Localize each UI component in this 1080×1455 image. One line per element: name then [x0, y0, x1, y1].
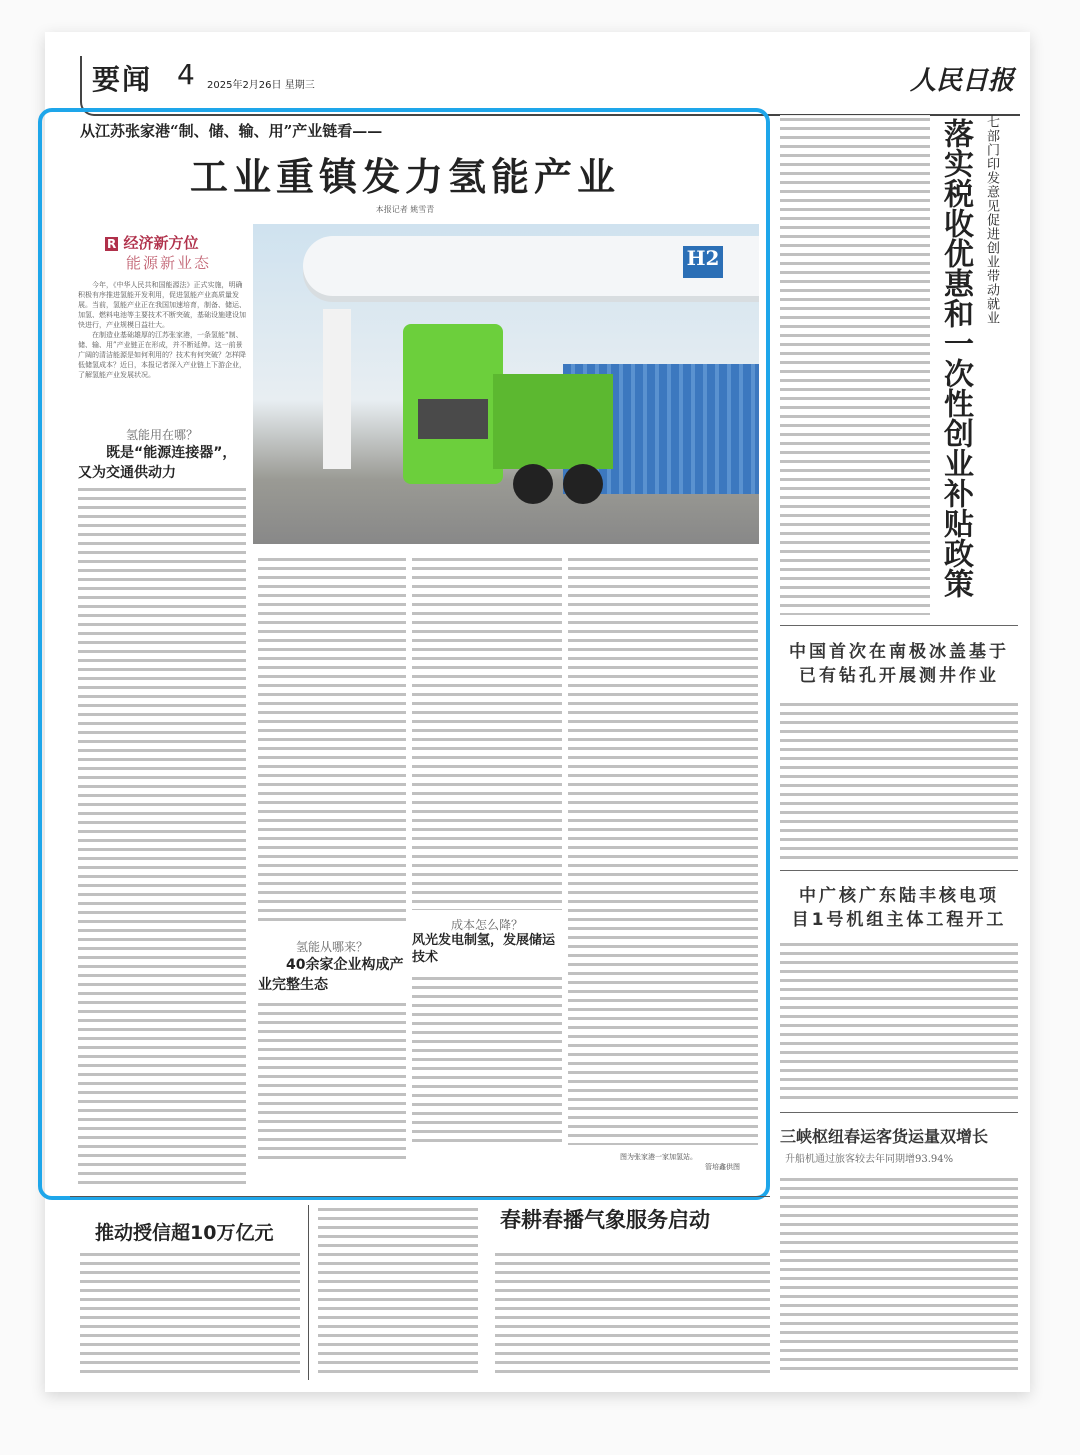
column-label [105, 232, 199, 253]
section-kicker: 氢能用在哪？ [125, 428, 198, 442]
byline: 本报记者 姚雪青 [375, 205, 435, 214]
canopy-pillar [323, 309, 351, 469]
masthead [80, 56, 1020, 116]
truck-wheel [563, 464, 603, 504]
lead-text [78, 280, 246, 380]
body-text [568, 555, 758, 1145]
story-title: 春耕春播气象服务启动 [500, 1208, 710, 1232]
story-title: 中国首次在南极冰盖基于已有钻孔开展测井作业 [789, 642, 1009, 686]
story-title: 推动授信超10万亿元 [95, 1222, 274, 1244]
column-subtitle: 能源新业态 [126, 254, 212, 272]
truck-grille [418, 399, 488, 439]
h2-sign: H2 [683, 246, 723, 278]
lead-paragraph: 今年，《中华人民共和国能源法》正式实施，明确积极有序推进氢能开发利用，促进氢能产业高质量发展。当前，氢能产业正在我国加速培育，制备、储运、加氢、燃料电池等主要技术不断突破，基础设施建设加快进行，产业规模日益壮大。 [78, 281, 246, 329]
page-number: 4 [177, 58, 197, 91]
body-text [258, 555, 406, 925]
photo-credit: 管培鑫供图 [705, 1163, 740, 1171]
body-text [318, 1205, 478, 1375]
article-photo [253, 224, 759, 544]
body-text [412, 555, 562, 910]
section-heading: 风光发电制氢，发展储运技术 [412, 933, 556, 965]
truck-wheel [513, 464, 553, 504]
truck-body [493, 374, 613, 469]
story-subtitle: 升船机通过旅客较去年同期增93.94% [785, 1154, 954, 1165]
body-text [780, 940, 1018, 1105]
body-text [780, 700, 1018, 865]
column-divider [308, 1205, 309, 1380]
body-text [780, 1175, 1018, 1375]
story-title: 中广核广东陆丰核电项目1号机组主体工程开工 [791, 886, 1007, 930]
body-text [780, 115, 930, 615]
story-subtitle: 七部门印发意见促进创业带动就业 [984, 115, 999, 325]
section-heading: 40余家企业构成产业完整生态 [258, 957, 404, 993]
paper-logo: 人民日报 [909, 66, 1014, 96]
photo-caption: 图为张家港一家加氢站。 [620, 1153, 697, 1161]
body-text [495, 1250, 770, 1375]
body-text [78, 485, 246, 1185]
column-title: 经济新方位 [123, 234, 199, 252]
section-name: 要闻 [92, 63, 153, 96]
issue-date: 2025年2月26日 星期三 [207, 80, 315, 91]
body-text [80, 1250, 300, 1375]
column-badge-icon: R [107, 237, 117, 251]
section-heading: 既是“能源连接器”，又为交通供动力 [78, 445, 237, 481]
body-text [258, 1000, 406, 1165]
story-title: 落实税收优惠和一次性创业补贴政策 [938, 118, 973, 598]
article-kicker: 从江苏张家港“制、储、输、用”产业链看—— [80, 122, 383, 140]
article-title: 工业重镇发力氢能产业 [189, 155, 620, 199]
body-text [412, 974, 562, 1146]
story-title: 三峡枢纽春运客货运量双增长 [780, 1127, 989, 1146]
section-kicker: 氢能从哪来？ [295, 940, 368, 954]
section-kicker: 成本怎么降？ [450, 918, 523, 932]
lead-paragraph: 在制造业基础雄厚的江苏张家港，一条氢能“制、储、输、用”产业链正在形成，并不断延伸。这一前景广阔的清洁能源是如何利用的？技术有何突破？怎样降低储氢成本？近日，本报记者深入产业链上下游企业，了解氢能产业发展状况。 [78, 331, 246, 379]
